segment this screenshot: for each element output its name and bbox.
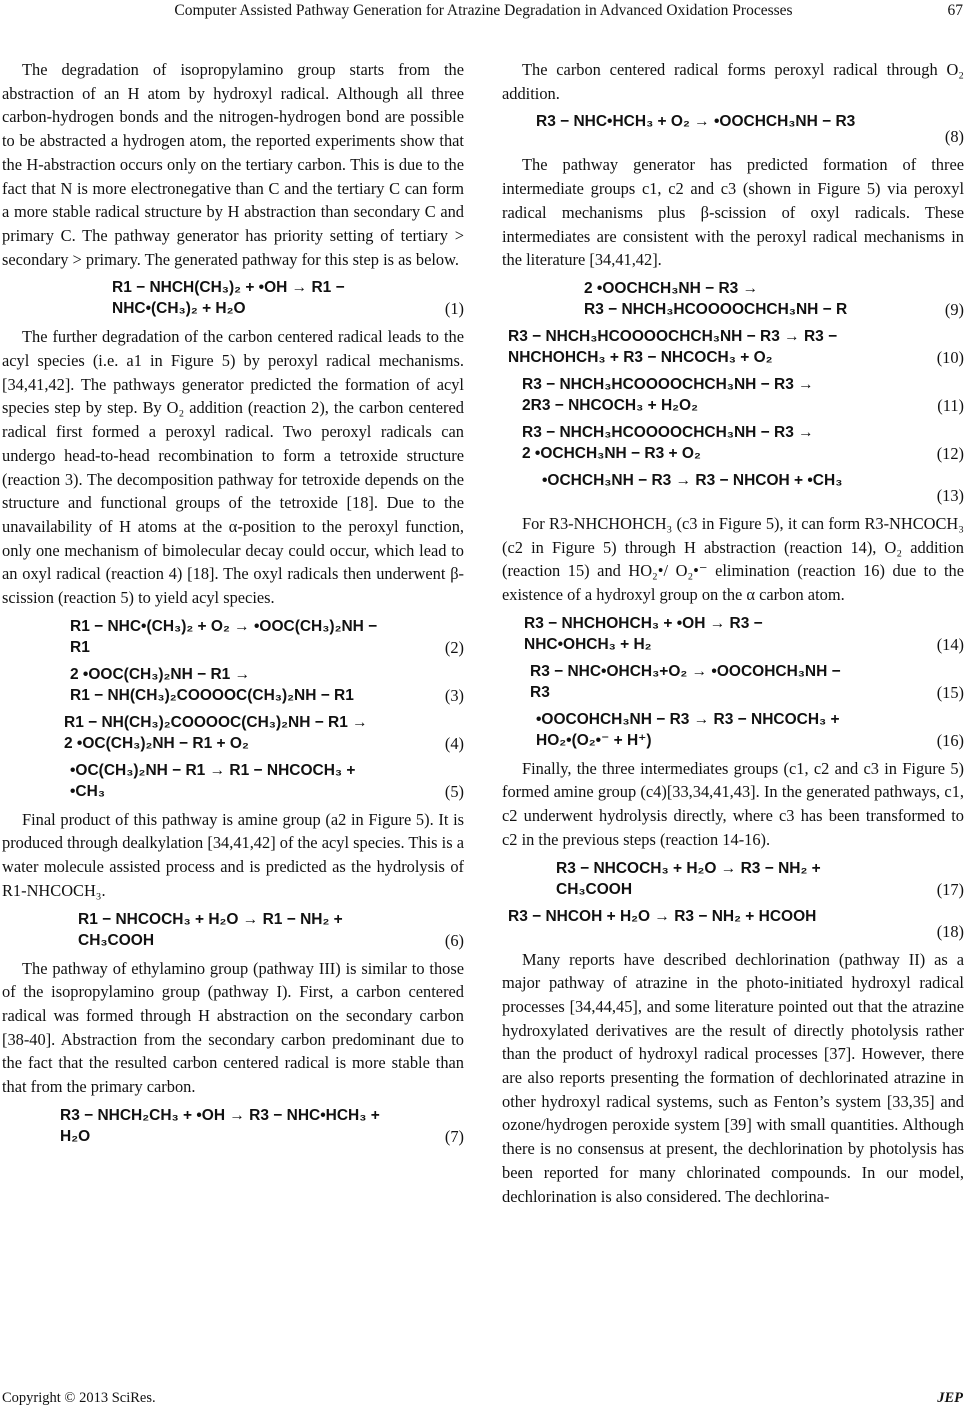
page-footer — [0, 1390, 967, 1412]
right-column — [502, 58, 964, 1214]
equation-formula: •OC(CH₃)₂NH − R1 → R1 − NHCOCH₃ + •CH₃ — [70, 761, 356, 800]
paragraph: The degradation of isopropylamino group starts from the abstraction of an H atom by hydroxyl radical. Although all three carbon-hydrogen bonds and the nitrogen-hydrogen bond are possible to be abstracted a hydrogen atom, the reported experiments show that the H-abstraction occurs only on the tertiary carbon. This is due to the fact that N is more electronegative than C and the tertiary C can form a more stable radical structure by H abstraction than secondary C and primary C. The pathway generator has priority setting of tertiary > secondary > primary. The generated pathway for this step is as below. — [2, 60, 464, 269]
reaction-equation — [502, 422, 964, 464]
reaction-equation — [502, 709, 964, 751]
reaction-equation — [2, 1105, 464, 1147]
reaction-equation — [2, 712, 464, 754]
reaction-equation — [502, 858, 964, 900]
equation-formula: •OOCOHCH₃NH − R3 → R3 − NHCOCH₃ + HO₂•(O₂•⁻ + H⁺) — [536, 710, 840, 749]
equation-number: (6) — [444, 930, 464, 950]
equation-formula: R3 − NHC•HCH₃ + O₂ → •OOCHCH₃NH − R3 — [536, 113, 856, 131]
equation-number: (15) — [936, 682, 964, 702]
equation-formula: R3 − NHCOCH₃ + H₂O → R3 − NH₂ + CH₃COOH — [556, 859, 821, 898]
paragraph: The carbon centered radical forms peroxyl radical through O₂ addition. — [502, 60, 964, 103]
equation-number: (12) — [936, 443, 964, 463]
paragraph: Final product of this pathway is amine group (a2 in Figure 5). It is produced through dealkylation [34,41,42] of the acyl species. This is a water molecule assisted process and is predicted as the hydrolysis of R1-NHCOCH₃. — [2, 809, 464, 900]
paragraph: For R3-NHCHOHCH₃ (c3 in Figure 5), it can form R3-NHCOCH₃ (c2 in Figure 5) through H abstraction (reaction 14), O₂ addition (reaction 15) and HO₂•/ O₂•⁻ elimination (reaction 16) due to the existence of a hydroxyl group on the α carbon atom. — [502, 513, 964, 605]
equation-formula: 2 •OOC(CH₃)₂NH − R1 → R1 − NH(CH₃)₂COOOOC(CH₃)₂NH − R1 — [70, 665, 354, 704]
reaction-equation — [2, 664, 464, 706]
equation-number: (5) — [444, 781, 464, 801]
reaction-equation — [2, 909, 464, 951]
reaction-equation — [502, 326, 964, 368]
equation-formula: R3 − NHCHOHCH₃ + •OH → R3 − NHC•OHCH₃ + H₂ — [524, 614, 763, 653]
equation-number: (17) — [936, 879, 964, 899]
equation-number: (2) — [444, 637, 464, 657]
equation-formula: R3 − NHCH₃HCOOOOCHCH₃NH − R3 → 2 •OCHCH₃NH − R3 + O₂ — [522, 423, 814, 462]
page-number: 67 — [947, 2, 963, 19]
equation-formula: R3 − NHCOH + H₂O → R3 − NH₂ + HCOOH — [508, 907, 817, 925]
paragraph: Many reports have described dechlorination (pathway II) as a major pathway of atrazine in the photo-initiated hydroxyl radical processes [34,44,45], and some literature pointed out that the atrazine hydroxylated derivatives are the result of directly photolysis rather than the product of hydroxyl radical processes [37]. However, there are also reports presenting the formation of dechlorinated atrazine in other hydroxyl radical systems, such as Fenton’s system [33,35] and ozone/hydrogen peroxide system [39] with small quantities. Although there is no consensus at present, the dechlorination by photolysis has been reported for many chlorinated compounds. In our model, dechlorination is also considered. The dechlorina- — [502, 949, 964, 1206]
equation-formula: R3 − NHC•OHCH₃+O₂ → •OOCOHCH₃NH − R3 — [530, 662, 841, 701]
equation-number: (7) — [444, 1126, 464, 1146]
reaction-equation — [502, 661, 964, 703]
reaction-equation — [502, 613, 964, 655]
equation-formula: R3 − NHCH₃HCOOOOCHCH₃NH − R3 → R3 − NHCHOHCH₃ + R3 − NHCOCH₃ + O₂ — [508, 327, 838, 366]
paragraph: Finally, the three intermediates groups (c1, c2 and c3 in Figure 5) formed amine group (c4)[33,34,41,43]. In the generated pathways, c1, c2 underwent hydrolysis directly, where c3 has been transformed to c2 in the previous steps (reaction 14-16). — [502, 758, 964, 849]
reaction-equation — [502, 470, 964, 506]
left-column — [2, 58, 464, 1153]
equation-formula: R1 − NHCH(CH₃)₂ + •OH → R1 − NHC•(CH₃)₂ + H₂O — [112, 279, 345, 318]
running-header — [0, 0, 967, 26]
equation-formula: R3 − NHCH₃HCOOOOCHCH₃NH − R3 → 2R3 − NHCOCH₃ + H₂O₂ — [522, 375, 814, 414]
equation-number: (4) — [444, 733, 464, 753]
journal-abbreviation: JEP — [937, 1390, 963, 1406]
equation-number: (10) — [936, 347, 964, 367]
equation-number: (18) — [936, 921, 964, 941]
equation-number: (11) — [937, 395, 964, 415]
reaction-equation — [502, 278, 964, 320]
reaction-equation — [502, 111, 964, 147]
equation-formula: •OCHCH₃NH − R3 → R3 − NHCOH + •CH₃ — [542, 471, 843, 489]
paragraph: The pathway generator has predicted formation of three intermediate groups c1, c2 and c3 (shown in Figure 5) via peroxyl radical mechanisms plus β-scission of oxyl radicals. These intermediates are consistent with the peroxyl radical mechanisms in the literature [34,41,42]. — [502, 155, 964, 270]
equation-formula: R1 − NHC•(CH₃)₂ + O₂ → •OOC(CH₃)₂NH − R1 — [70, 617, 378, 656]
equation-formula: 2 •OOCHCH₃NH − R3 → R3 − NHCH₃HCOOOOCHCH₃NH − R — [584, 279, 848, 318]
reaction-equation — [502, 374, 964, 416]
equation-number: (3) — [444, 685, 464, 705]
equation-number: (14) — [936, 634, 964, 654]
equation-number: (16) — [936, 730, 964, 750]
copyright-notice: Copyright © 2013 SciRes. — [2, 1390, 156, 1406]
reaction-equation — [2, 616, 464, 658]
equation-formula: R1 − NHCOCH₃ + H₂O → R1 − NH₂ + CH₃COOH — [78, 910, 343, 949]
equation-number: (9) — [944, 299, 964, 319]
paragraph: The pathway of ethylamino group (pathway III) is similar to those of the isopropylamino group (pathway I). First, a carbon centered radical was formed through H abstraction on the secondary carbon [38-40]. Abstraction from the secondary carbon predominant due to the fact that the resulted carbon centered radical is more stable than that from the primary carbon. — [2, 958, 464, 1097]
equation-formula: R3 − NHCH₂CH₃ + •OH → R3 − NHC•HCH₃ + H₂O — [60, 1106, 380, 1145]
equation-number: (13) — [936, 485, 964, 505]
equation-formula: R1 − NH(CH₃)₂COOOOC(CH₃)₂NH − R1 → 2 •OC(CH₃)₂NH − R1 + O₂ — [64, 713, 368, 752]
running-title: Computer Assisted Pathway Generation for Atrazine Degradation in Advanced Oxidation Processes — [174, 2, 793, 19]
reaction-equation — [502, 906, 964, 942]
paragraph: The further degradation of the carbon centered radical leads to the acyl species (i.e. a1 in Figure 5) by peroxyl radical mechanisms. [34,41,42]. The pathways generator predicted the formation of acyl species step by step. By O₂ addition (reaction 2), the carbon centered radical first formed a peroxyl radical. Two peroxyl radicals can undergo head-to-head recombination to form a tetroxide structure (reaction 3). The decomposition pathway for tetroxide depends on the structure and functional groups of the tetroxide [18]. Due to the unavailability of H atoms at the α-position to the peroxyl function, only one mechanism of bimolecular decay could occur, which lead to an oxyl radical (reaction 4) [18]. The oxyl radicals then underwent β-scission (reaction 5) to yield acyl species. — [2, 327, 464, 608]
reaction-equation — [2, 277, 464, 319]
reaction-equation — [2, 760, 464, 802]
equation-number: (1) — [444, 299, 464, 319]
equation-number: (8) — [944, 127, 964, 147]
